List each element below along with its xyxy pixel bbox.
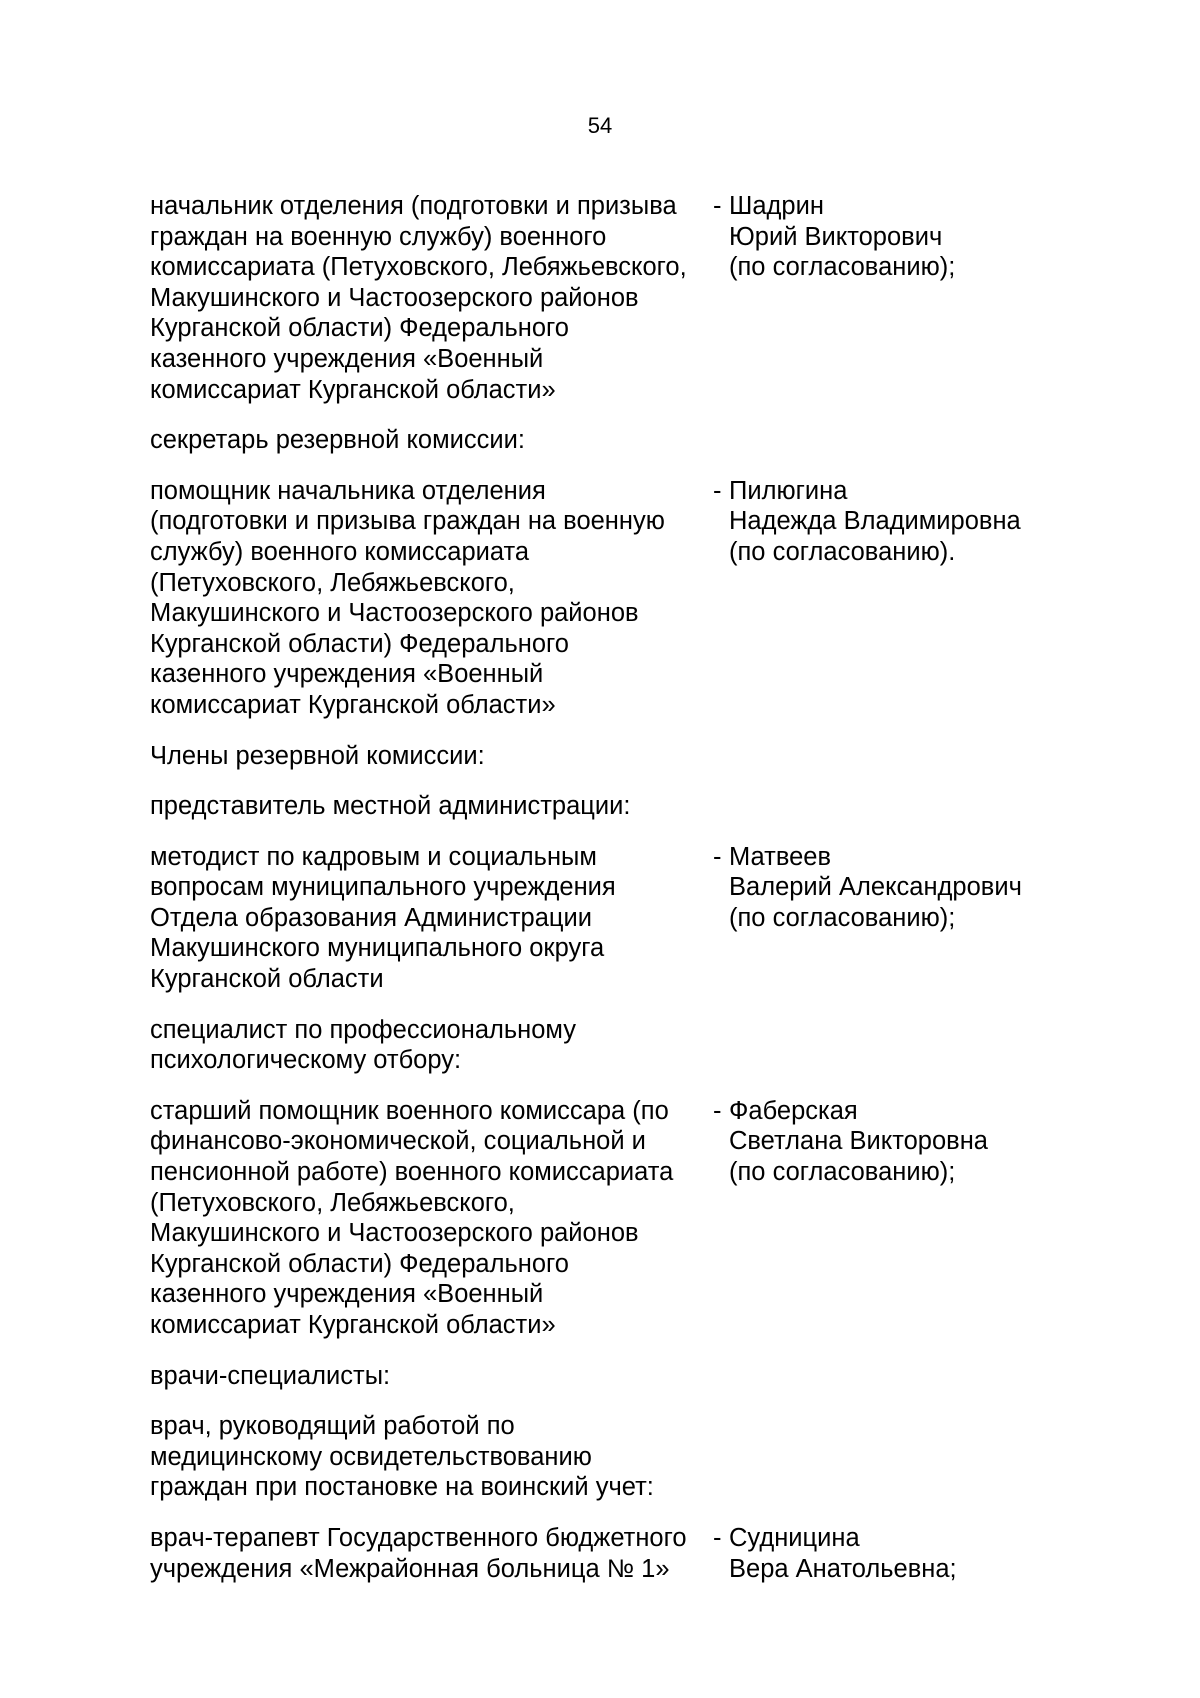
person-name [729, 842, 1022, 934]
section-heading [150, 1015, 1050, 1076]
section-heading [150, 741, 1050, 772]
heading-line: медицинскому освидетельствованию [150, 1442, 592, 1471]
person-name [729, 191, 955, 283]
position-line: Макушинского и Частоозерского районов [150, 599, 639, 628]
section-heading [150, 1361, 1050, 1392]
heading-line: психологическому отбору: [150, 1046, 462, 1075]
commission-list [150, 191, 1050, 1584]
position-line: казенного учреждения «Военный [150, 660, 544, 689]
position-line: вопросам муниципального учреждения [150, 873, 616, 902]
position-line: Курганской области) Федерального [150, 1249, 569, 1278]
section-heading [150, 1411, 1050, 1503]
dash-separator: - [713, 1096, 722, 1125]
heading-line: представитель местной администрации: [150, 792, 631, 821]
position-line: комиссариат Курганской области» [150, 690, 556, 719]
position-line: казенного учреждения «Военный [150, 1280, 544, 1309]
member-row [150, 1096, 1050, 1341]
heading-line: граждан при постановке на воинский учет: [150, 1473, 654, 1502]
section-heading [150, 791, 1050, 822]
position-line: комиссариат Курганской области» [150, 375, 556, 404]
position-line: методист по кадровым и социальным [150, 842, 597, 871]
heading-line: врачи-специалисты: [150, 1361, 391, 1390]
position-line: (Петуховского, Лебяжьевского, [150, 1188, 515, 1217]
position-line: учреждения «Межрайонная больница № 1» [150, 1554, 670, 1583]
person-line: Вера Анатольевна; [729, 1554, 957, 1583]
person-line: Пилюгина [729, 476, 848, 505]
position-line: (подготовки и призыва граждан на военную [150, 507, 665, 536]
heading-line: специалист по профессиональному [150, 1015, 577, 1044]
heading-line: секретарь резервной комиссии: [150, 426, 525, 455]
member-person [713, 1523, 957, 1584]
member-position [150, 191, 713, 405]
member-row [150, 1523, 1050, 1584]
member-position [150, 1523, 713, 1584]
person-line: Юрий Викторович [729, 222, 943, 251]
person-name [729, 1096, 988, 1188]
member-row [150, 842, 1050, 995]
position-line: Курганской области) Федерального [150, 629, 569, 658]
member-position [150, 476, 713, 721]
position-line: комиссариат Курганской области» [150, 1311, 556, 1339]
position-line: комиссариата (Петуховского, Лебяжьевского, [150, 253, 687, 282]
member-row [150, 476, 1050, 721]
person-line: Светлана Викторовна [729, 1127, 988, 1156]
position-line: старший помощник военного комиссара (по [150, 1096, 669, 1125]
position-line: пенсионной работе) военного комиссариата [150, 1158, 674, 1187]
position-line: Макушинского муниципального округа [150, 934, 605, 963]
section-heading [150, 425, 1050, 456]
position-line: (Петуховского, Лебяжьевского, [150, 568, 515, 597]
position-line: врач-терапевт Государственного бюджетного [150, 1523, 687, 1552]
position-line: Отдела образования Администрации [150, 903, 593, 932]
position-line: казенного учреждения «Военный [150, 344, 544, 373]
person-line: (по согласованию); [729, 903, 956, 932]
dash-separator: - [713, 476, 722, 505]
person-line: (по согласованию). [729, 537, 956, 566]
person-line: Фаберская [729, 1096, 858, 1125]
position-line: помощник начальника отделения [150, 476, 546, 505]
position-line: граждан на военную службу) военного [150, 222, 607, 251]
dash-separator: - [713, 842, 722, 871]
member-person [713, 191, 955, 283]
position-line: Макушинского и Частоозерского районов [150, 283, 639, 312]
member-person [713, 1096, 988, 1188]
page-number: 54 [587, 113, 613, 138]
position-line: Курганской области [150, 965, 384, 994]
person-line: (по согласованию); [729, 253, 956, 282]
person-line: Судницина [729, 1523, 860, 1552]
position-line: службу) военного комиссариата [150, 537, 530, 566]
position-line: начальник отделения (подготовки и призыва [150, 192, 677, 220]
person-name [729, 476, 1021, 568]
position-line: Макушинского и Частоозерского районов [150, 1219, 639, 1248]
dash-separator: - [713, 1523, 722, 1552]
member-person [713, 476, 1021, 568]
person-line: Матвеев [729, 842, 831, 871]
heading-line: Члены резервной комиссии: [150, 741, 485, 770]
member-position [150, 1096, 713, 1341]
member-position [150, 842, 713, 995]
dash-separator: - [713, 192, 722, 220]
position-line: финансово-экономической, социальной и [150, 1127, 646, 1156]
heading-line: врач, руководящий работой по [150, 1412, 515, 1441]
person-line: Надежда Владимировна [729, 507, 1021, 536]
person-line: (по согласованию); [729, 1158, 956, 1187]
position-line: Курганской области) Федерального [150, 314, 569, 343]
person-line: Валерий Александрович [729, 873, 1022, 902]
person-line: Шадрин [729, 192, 824, 220]
member-row [150, 191, 1050, 405]
member-person [713, 842, 1022, 934]
person-name [729, 1523, 957, 1584]
